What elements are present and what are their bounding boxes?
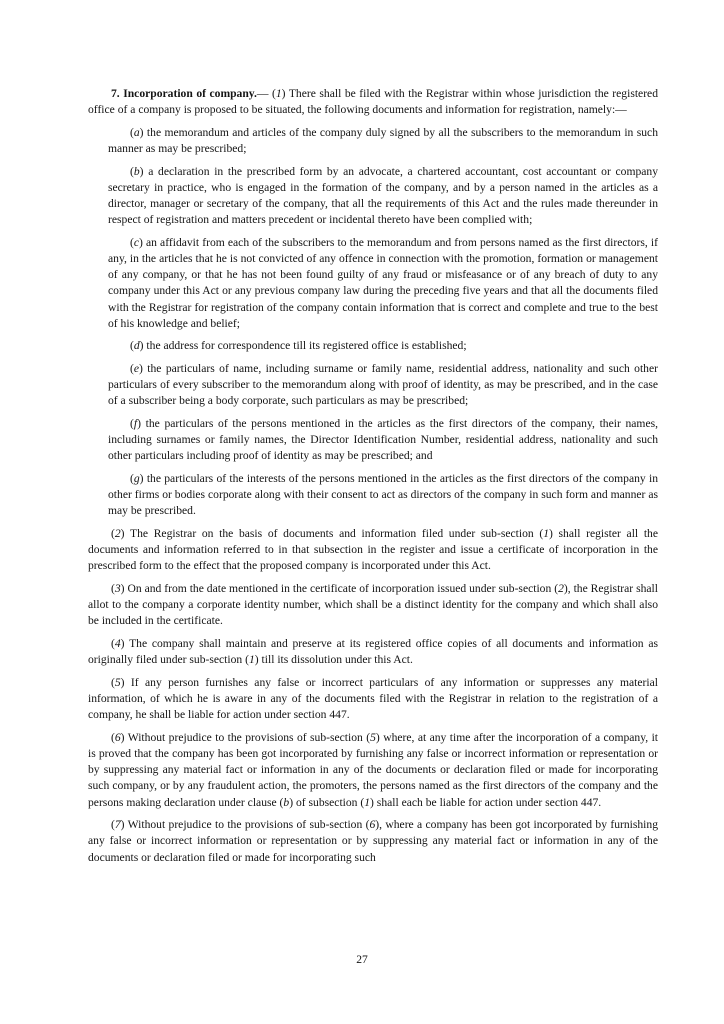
italic-reference: 5 [370,730,376,744]
italic-reference: 2 [114,527,121,540]
subsection-paragraph [88,581,658,630]
clause-paragraph [108,416,658,465]
section-opening-paragraph [88,86,658,118]
text-run: ) Without prejudice to the provisions of sub-section ( [120,730,371,744]
subsection-paragraph [88,817,658,866]
text-run: ) of subsection ( [289,795,365,809]
text-run: ( [111,527,115,540]
text-run: ) The Registrar on the basis of documents and information filed under sub-section ( [120,527,544,540]
text-run: ), the Registrar shall allot to the company a corporate identity number, which shall be a distinct identity for the company and which shall also be included in the certificate. [88,582,658,628]
italic-reference: 4 [114,637,121,650]
text-run: ( [111,818,115,832]
page-number: 27 [356,953,368,966]
italic-reference: g [133,472,140,485]
italic-reference: e [133,362,140,375]
text-run: ) the address for correspondence till its registered office is established; [139,339,467,353]
italic-reference: d [133,339,140,353]
italic-reference: c [133,235,140,249]
subsection-paragraph [88,526,658,575]
text-run: ( [130,235,134,249]
italic-reference: 1 [364,795,371,809]
text-run: ) the particulars of the persons mentioned in the articles as the first directors of the company, their names, including surnames or family names, the Director Identification Number, residential address, nationality and such other particulars including proof of identity as may be prescribed; and [108,417,658,463]
text-run: ) till its dissolution under this Act. [254,653,413,667]
text-run: ( [111,675,115,689]
clause-paragraph [108,125,658,157]
clause-paragraph [108,471,658,520]
italic-reference: 2 [558,582,564,595]
text-run: ) shall register all the documents and information referred to in that subsection in the register and issue a certificate of incorporation in the prescribed form to the effect that the proposed company is incorporated under this Act. [88,527,658,573]
italic-reference: a [133,125,140,139]
text-run: ) an affidavit from each of the subscribers to the memorandum and from persons named as the first directors, if any, in the articles that he is not convicted of any offence in connection with the promotion, formation or management of any company, or that he has not been found guilty of any fraud or misfeasance or of any breach of duty to any company under this Act or any previous company law during the preceding five years and that all the documents filed with the Registrar for registration of the company contain information that is correct and complete and true to the best of his knowledge and belief; [108,235,658,330]
text-run: ) The company shall maintain and preserve at its registered office copies of all documents and information as originally filed under sub-section ( [88,637,658,667]
section-heading: 7. Incorporation of company. [111,87,257,100]
text-run: ( [111,582,115,595]
italic-reference: 6 [369,818,376,832]
subsection-paragraph [88,636,658,668]
text-run: ) shall each be liable for action under section 447. [370,795,602,809]
clause-paragraph [108,164,658,229]
italic-reference: 1 [275,87,282,100]
section-text [88,86,658,872]
italic-reference: 1 [543,527,550,540]
clause-paragraph [108,361,658,410]
text-run: ) where, at any time after the incorporation of a company, it is proved that the company has been got incorporated by furnishing any false or incorrect information or representation or by suppressing any material fact or information in any of the documents or declaration filed or made for incorporating such company, or by any fraudulent action, the promoters, the persons named as the first directors of the company and the persons making declaration under clause ( [88,730,659,809]
text-run: ( [130,472,134,485]
text-run: ) the particulars of the interests of the persons mentioned in the articles as the first directors of the company in other firms or bodies corporate along with their consent to act as directors of the company in such form and manner as may be prescribed. [108,472,658,518]
text-run: ( [130,339,134,353]
text-run: ) If any person furnishes any false or incorrect particulars of any information or suppresses any material information, of which he is aware in any of the documents filed with the Registrar in relation to the registration of a company, he shall be liable for action under section 447. [88,675,658,722]
subsection-paragraph [88,675,658,724]
text-run: ( [130,125,134,139]
text-run: — ( [256,87,276,100]
text-run: ) a declaration in the prescribed form by an advocate, a chartered accountant, cost accountant or company secretary in practice, who is engaged in the formation of the company, and by a person named in the articles as a director, manager or secretary of the company, that all the requirements of this Act and the rules made thereunder in respect of registration and matters precedent or incidental thereto have been complied with; [108,164,658,227]
italic-reference: 6 [114,730,121,744]
text-run: ( [130,164,134,178]
text-run: ) Without prejudice to the provisions of sub-section ( [120,818,370,832]
clause-paragraph [108,338,658,354]
text-run: ), where a company has been got incorporated by furnishing any false or incorrect information or representation or by suppressing any material fact or information in any of the documents or declaration filed or made for incorporating such [88,818,658,864]
text-run: ) the memorandum and articles of the company duly signed by all the subscribers to the memorandum in such manner as may be prescribed; [108,125,658,155]
text-run: ) On and from the date mentioned in the certificate of incorporation issued under sub-section ( [120,582,559,595]
subsection-paragraph [88,730,658,811]
italic-reference: f [133,417,138,430]
clause-paragraph [108,235,658,332]
italic-reference: b [133,164,140,178]
text-run: ( [130,362,134,375]
italic-reference: 7 [114,818,121,832]
text-run: ( [111,730,115,744]
text-run: ( [111,637,115,650]
text-run: ) the particulars of name, including surname or family name, residential address, nationality and such other particulars of every subscriber to the memorandum along with proof of identity, as may be prescribed, and in the case of a subscriber being a body corporate, such particulars as may be prescribed; [108,362,658,408]
italic-reference: 1 [248,653,255,667]
italic-reference: b [283,795,290,809]
text-run: ) There shall be filed with the Registrar within whose jurisdiction the registered office of a company is proposed to be situated, the following documents and information for registration, namely:— [88,87,658,117]
italic-reference: 3 [114,582,121,595]
text-run: ( [130,417,134,430]
italic-reference: 5 [114,675,121,689]
